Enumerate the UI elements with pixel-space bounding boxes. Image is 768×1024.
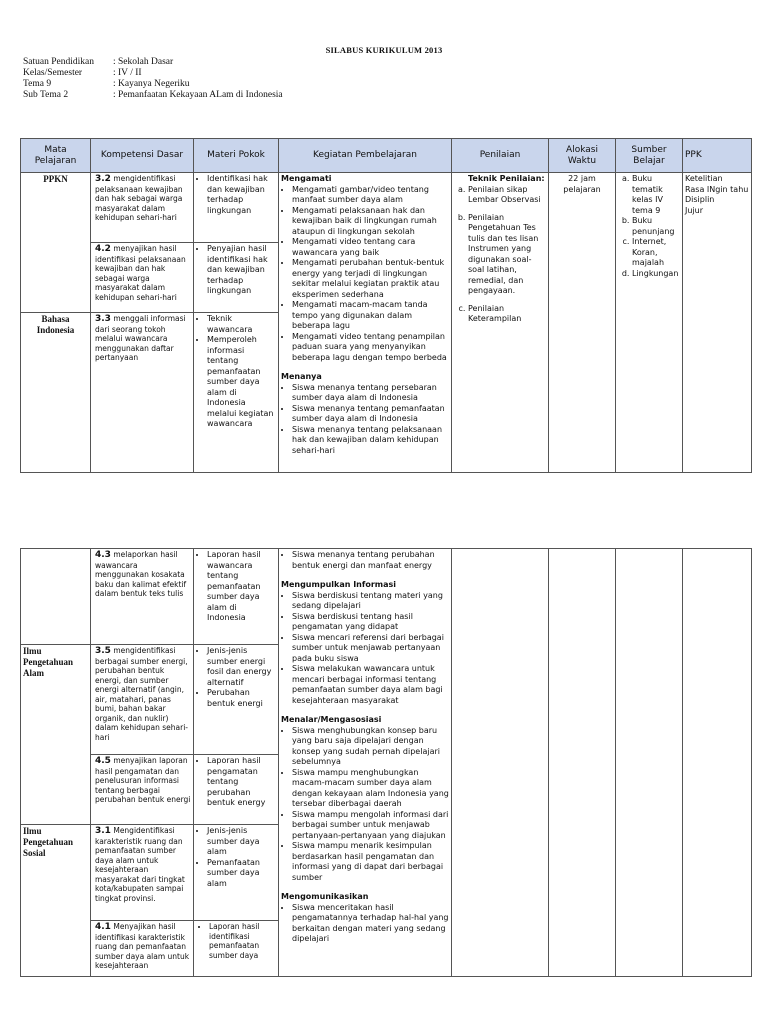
sumber-item: b. Buku penunjang — [632, 216, 680, 237]
header-ppk: PPK — [683, 139, 752, 173]
meta-value: : Pemanfaatan Kekayaan ALam di Indonesia — [113, 90, 283, 100]
header-materi: Materi Pokok — [194, 139, 279, 173]
kegiatan-cell — [279, 173, 452, 473]
kd-3-2 — [91, 173, 194, 243]
subject-empty — [21, 549, 91, 645]
kegiatan-item: • Siswa menanya tentang persebaran sumber daya alam di Indonesia — [292, 383, 449, 404]
penilaian-item: c. Penilaian Keterampilan — [468, 304, 546, 325]
alokasi-cell — [549, 549, 616, 977]
kegiatan-item: • Siswa menanya tentang perubahan bentuk energi dan manfaat energy — [292, 550, 449, 571]
header-penilaian: Penilaian — [452, 139, 549, 173]
kegiatan-item: • Mengamati pelaksanaan hak dan kewajiban baik di lingkungan rumah ataupun di lingkungan sekolah — [292, 206, 449, 238]
materi-item: • Jenis-jenis sumber daya alam — [207, 826, 276, 858]
sumber-item: c. Internet, Koran, majalah — [632, 237, 680, 269]
identity-block — [23, 57, 283, 101]
subject-ips: Ilmu Pengetahuan Sosial — [21, 825, 91, 977]
kegiatan-item: • Siswa menceritakan hasil pengamatannya terhadap hal-hal yang berkaitan dengan materi yang sedang dipelajari — [292, 903, 449, 945]
kd-text: melaporkan hasil wawancara menggunakan kosakata baku dan kalimat efektif dalam bentuk teks tulis — [95, 550, 187, 598]
kegiatan-item: • Siswa mampu mengolah informasi dari berbagai sumber untuk menjawab pertanyaan-pertanyaan yang diajukan — [292, 810, 449, 842]
kd-text: Menyajikan hasil identifikasi karakteristik ruang dan pemanfaatan sumber daya alam untuk kesejahteraan — [95, 922, 190, 970]
kd-text: Mengidentifikasi karakteristik ruang dan pemanfaatan sumber daya alam untuk kesejahteraan masyarakat dari tingkat kota/kabupaten sampai tingkat provinsi. — [95, 826, 185, 903]
section-menanya: Menanya — [281, 372, 322, 381]
kd-number: 3.5 — [95, 646, 111, 656]
kegiatan-item: • Siswa melakukan wawancara untuk mencari berbagai informasi tentang pemanfaatan sumber daya alam bagi kesejahteraan masyarakat — [292, 664, 449, 706]
meta-value: : Sekolah Dasar — [113, 57, 174, 67]
kd-number: 3.2 — [95, 174, 111, 184]
materi-item: • Laporan hasil identifikasi pemanfaatan sumber daya — [209, 922, 276, 960]
kd-number: 4.2 — [95, 244, 111, 254]
sumber-cell — [616, 549, 683, 977]
subject-bahasa-indonesia: Bahasa Indonesia — [21, 313, 91, 473]
kd-number: 4.3 — [95, 550, 111, 560]
section-mengumpulkan-informasi: Mengumpulkan Informasi — [281, 580, 397, 589]
kegiatan-item: • Siswa mencari referensi dari berbagai sumber untuk menjawab pertanyaan pada buku siswa — [292, 633, 449, 665]
kegiatan-item: • Siswa berdiskusi tentang hasil pengamatan yang didapat — [292, 612, 449, 633]
kd-text: menyajikan laporan hasil pengamatan dan penelusuran informasi tentang berbagai perubahan bentuk energi — [95, 756, 191, 804]
kegiatan-item: • Mengamati perubahan bentuk-bentuk energy yang terjadi di lingkungan sekitar melalui kegiatan praktik atau eksperimen sederhana — [292, 258, 449, 300]
kegiatan-item: • Mengamati video tentang cara wawancara yang baik — [292, 237, 449, 258]
kd-number: 4.5 — [95, 756, 111, 766]
materi-cell — [194, 173, 279, 243]
materi-cell — [194, 825, 279, 921]
materi-item: • Laporan hasil pengamatan tentang perubahan bentuk energy — [207, 756, 276, 809]
meta-row — [23, 90, 283, 101]
penilaian-cell — [452, 549, 549, 977]
subject-ipa: Ilmu Pengetahuan Alam — [21, 645, 91, 825]
ppk-item: Jujur — [685, 205, 704, 215]
kegiatan-cell — [279, 549, 452, 977]
materi-cell — [194, 645, 279, 755]
header-mapel: Mata Pelajaran — [21, 139, 91, 173]
table-row — [21, 173, 752, 243]
header-row — [21, 139, 752, 173]
materi-item: • Teknik wawancara — [207, 314, 276, 335]
kd-text: mengidentifikasi pelaksanaan kewajiban dan hak sebagai warga masyarakat dalam kehidupan sehari-hari — [95, 174, 183, 222]
meta-row — [23, 79, 283, 90]
materi-cell — [194, 549, 279, 645]
ppk-cell — [683, 173, 752, 473]
sumber-cell — [616, 173, 683, 473]
syllabus-table-1 — [20, 138, 752, 473]
section-mengamati: Mengamati — [281, 174, 332, 183]
syllabus-table-2 — [20, 548, 752, 977]
materi-cell — [194, 921, 279, 977]
ppk-item: Ketelitian — [685, 174, 723, 183]
meta-value: : Kayanya Negeriku — [113, 79, 190, 89]
section-mengomunikasikan: Mengomunikasikan — [281, 892, 369, 901]
subject-ppkn: PPKN — [21, 173, 91, 313]
penilaian-item: b. Penilaian Pengetahuan Tes tulis dan tes lisan Instrumen yang digunakan soal-soal latihan, remedial, dan pengayaan. — [468, 213, 546, 297]
kd-number: 4.1 — [95, 922, 111, 932]
kd-4-1 — [91, 921, 194, 977]
kegiatan-item: • Siswa menanya tentang pemanfaatan sumber daya alam di Indonesia — [292, 404, 449, 425]
kd-3-5 — [91, 645, 194, 755]
meta-label: Tema 9 — [23, 79, 52, 89]
materi-item: • Perubahan bentuk energi — [207, 688, 276, 709]
materi-cell — [194, 243, 279, 313]
document-title: SILABUS KURIKULUM 2013 — [325, 45, 443, 55]
kegiatan-item: • Mengamati video tentang penampilan paduan suara yang menyanyikan beberapa lagu dengan tempo berbeda — [292, 332, 449, 364]
materi-item: • Pemanfaatan sumber daya alam — [207, 858, 276, 890]
kegiatan-item: • Siswa menghubungkan konsep baru yang baru saja dipelajari dengan konsep yang sudah pernah dipelajari sebelumnya — [292, 726, 449, 768]
meta-label: Kelas/Semester — [23, 68, 83, 78]
materi-item: • Jenis-jenis sumber energi fosil dan energy alternatif — [207, 646, 276, 688]
meta-label: Satuan Pendidikan — [23, 57, 94, 67]
kegiatan-item: • Mengamati gambar/video tentang manfaat sumber daya alam — [292, 185, 449, 206]
kd-3-3 — [91, 313, 194, 473]
ppk-cell — [683, 549, 752, 977]
ppk-item: Disiplin — [685, 195, 715, 204]
meta-row — [23, 57, 283, 68]
kegiatan-item: • Siswa berdiskusi tentang materi yang sedang dipelajari — [292, 591, 449, 612]
teknik-penilaian: Teknik Penilaian: — [468, 174, 545, 183]
penilaian-cell — [452, 173, 549, 473]
header-kegiatan: Kegiatan Pembelajaran — [279, 139, 452, 173]
table-row — [21, 549, 752, 645]
kegiatan-item: • Siswa menanya tentang pelaksanaan hak dan kewajiban dalam kehidupan sehari-hari — [292, 425, 449, 457]
kd-number: 3.3 — [95, 314, 111, 324]
section-menalar: Menalar/Mengasosiasi — [281, 715, 382, 724]
kd-3-1 — [91, 825, 194, 921]
header-sumber: Sumber Belajar — [616, 139, 683, 173]
materi-item: • Memperoleh informasi tentang pemanfaatan sumber daya alam di Indonesia melalui kegiatan wawancara — [207, 335, 276, 430]
penilaian-item: a. Penilaian sikap Lembar Observasi — [468, 185, 546, 206]
meta-value: : IV / II — [113, 68, 142, 78]
kd-4-2 — [91, 243, 194, 313]
kd-text: menyajikan hasil identifikasi pelaksanaan kewajiban dan hak sebagai warga masyarakat dalam kehidupan sehari-hari — [95, 244, 186, 302]
header-alokasi: Alokasi Waktu — [549, 139, 616, 173]
sumber-item: d. Lingkungan — [632, 269, 680, 280]
header-kd: Kompetensi Dasar — [91, 139, 194, 173]
materi-item: • Identifikasi hak dan kewajiban terhadap lingkungan — [207, 174, 276, 216]
kd-4-3 — [91, 549, 194, 645]
sumber-item: a. Buku tematik kelas IV tema 9 — [632, 174, 680, 216]
meta-label: Sub Tema 2 — [23, 90, 69, 100]
materi-cell — [194, 313, 279, 473]
ppk-item: Rasa INgin tahu — [685, 184, 749, 194]
kegiatan-item: • Siswa mampu menghubungkan macam-macam sumber daya alam dengan kekayaan alam Indonesia yang tersebar diberbagai daerah — [292, 768, 449, 810]
alokasi-cell: 22 jam pelajaran — [549, 173, 616, 473]
materi-item: • Laporan hasil wawancara tentang pemanfaatan sumber daya alam di Indonesia — [207, 550, 276, 624]
kd-4-5 — [91, 755, 194, 825]
kd-text: menggali informasi dari seorang tokoh melalui wawancara menggunakan daftar pertanyaan — [95, 314, 186, 362]
kegiatan-item: • Siswa mampu menarik kesimpulan berdasarkan hasil pengamatan dan informasi yang di dapat dari berbagai sumber — [292, 841, 449, 883]
kd-number: 3.1 — [95, 826, 111, 836]
kegiatan-item: • Mengamati macam-macam tanda tempo yang digunakan dalam beberapa lagu — [292, 300, 449, 332]
materi-cell — [194, 755, 279, 825]
kd-text: mengidentifikasi berbagai sumber energi, perubahan bentuk energi, dan sumber energi alternatif (angin, air, matahari, panas bumi, bahan bakar organik, dan nuklir) dalam kehidupan sehari-hari — [95, 646, 189, 742]
meta-row — [23, 68, 283, 79]
materi-item: • Penyajian hasil identifikasi hak dan kewajiban terhadap lingkungan — [207, 244, 276, 297]
